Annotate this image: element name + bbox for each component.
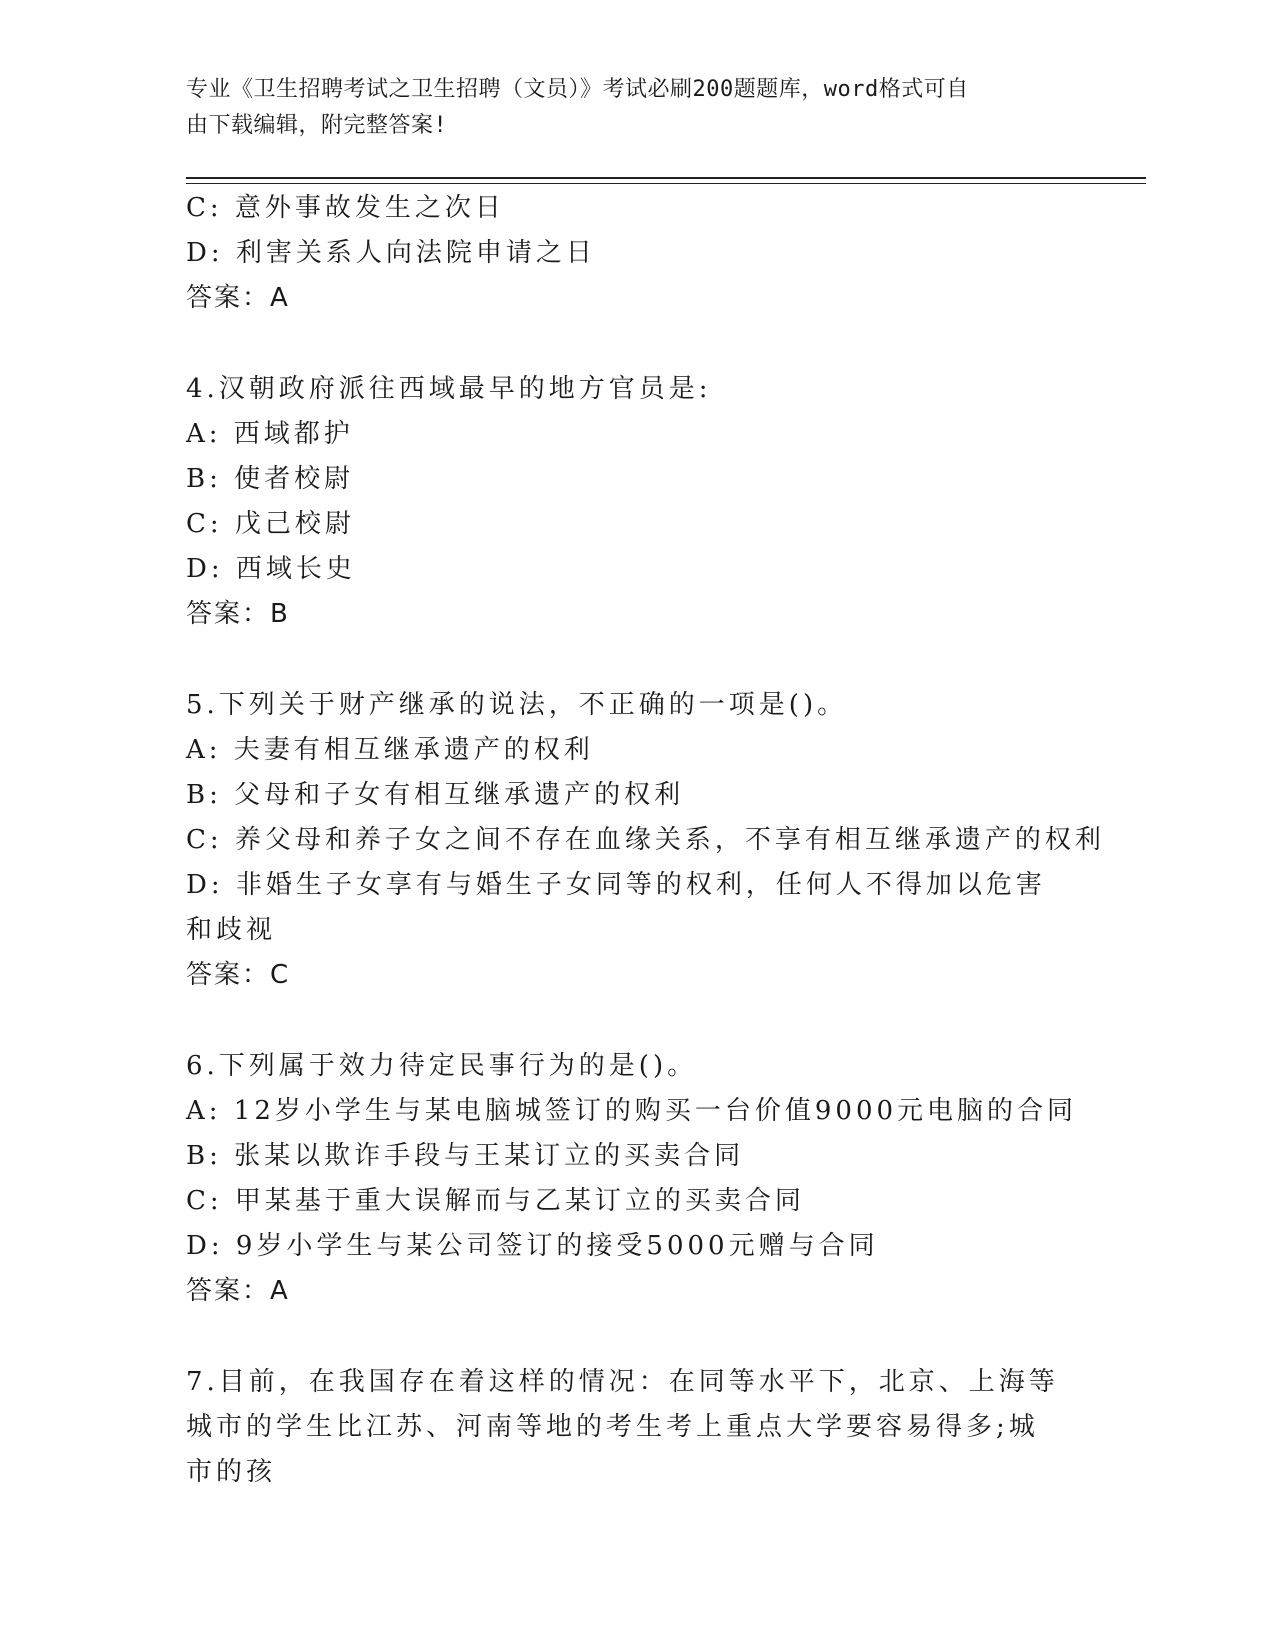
answer-label: 答案：B <box>186 599 290 629</box>
answer-label: 答案：C <box>186 960 291 990</box>
option-c: C: 意外事故发生之次日 <box>186 193 505 223</box>
question-4 <box>186 367 1086 637</box>
header-line-2: 由下载编辑，附完整答案! <box>186 113 448 138</box>
option-a: A: 夫妻有相互继承遗产的权利 <box>186 735 594 765</box>
option-c: C: 戊己校尉 <box>186 509 355 539</box>
option-c: C: 甲某基于重大误解而与乙某订立的买卖合同 <box>186 1186 805 1216</box>
option-d: D: 非婚生子女享有与婚生子女同等的权利，任何人不得加以危害和歧视 <box>186 870 1046 945</box>
header-line-1: 专业《卫生招聘考试之卫生招聘（文员）》考试必刷200题题库，word格式可自 <box>186 77 969 102</box>
option-b: B: 父母和子女有相互继承遗产的权利 <box>186 780 685 810</box>
question-3-fragment <box>186 186 1086 321</box>
option-a: A: 12岁小学生与某电脑城签订的购买一台价值9000元电脑的合同 <box>186 1096 1078 1126</box>
answer-label: 答案：A <box>186 283 290 313</box>
question-7 <box>186 1360 1086 1495</box>
document-body <box>186 186 1105 1495</box>
document-header <box>186 72 1066 144</box>
option-d: D: 西域长史 <box>186 554 356 584</box>
question-stem: 5.下列关于财产继承的说法，不正确的一项是()。 <box>186 690 848 720</box>
option-b: B: 张某以欺诈手段与王某订立的买卖合同 <box>186 1141 745 1171</box>
header-divider-thick <box>186 177 1146 179</box>
option-b: B: 使者校尉 <box>186 464 355 494</box>
question-stem: 7.目前，在我国存在着这样的情况：在同等水平下，北京、上海等城市的学生比江苏、河南等地的考生考上重点大学要容易得多;城市的孩 <box>186 1367 1059 1487</box>
option-d: D: 9岁小学生与某公司签订的接受5000元赠与合同 <box>186 1231 879 1261</box>
option-c: C: 养父母和养子女之间不存在血缘关系，不享有相互继承遗产的权利 <box>186 825 1105 855</box>
question-6 <box>186 1044 1086 1314</box>
question-stem: 6.下列属于效力待定民事行为的是()。 <box>186 1051 698 1081</box>
option-d: D: 利害关系人向法院申请之日 <box>186 238 596 268</box>
header-divider-thin <box>186 183 1146 184</box>
question-stem: 4.汉朝政府派往西域最早的地方官员是: <box>186 374 712 404</box>
option-a: A: 西域都护 <box>186 419 354 449</box>
answer-label: 答案：A <box>186 1276 290 1306</box>
question-5 <box>186 683 1105 998</box>
